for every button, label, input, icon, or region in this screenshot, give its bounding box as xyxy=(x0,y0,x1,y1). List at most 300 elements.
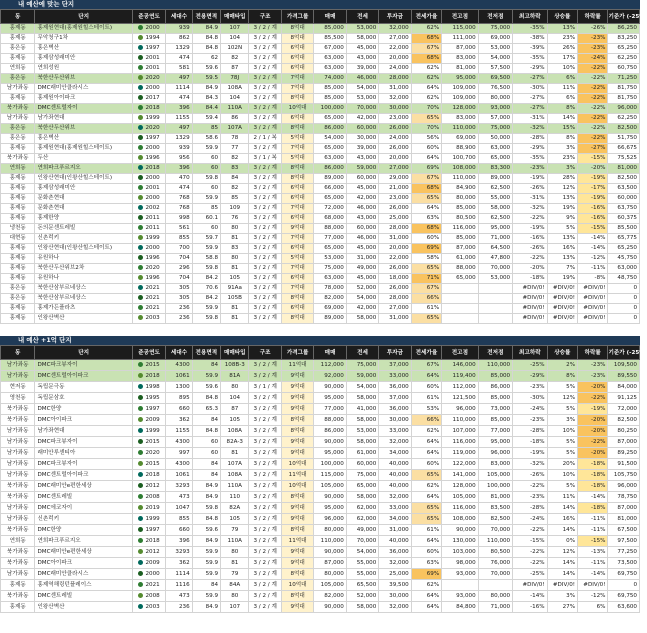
cell-drop-rate: -17% xyxy=(578,184,608,194)
year-text: 2009 xyxy=(145,560,160,566)
cell-type: 82 xyxy=(221,54,249,64)
cell-jeonse: 65,000 xyxy=(346,481,378,492)
table-row[interactable] xyxy=(1,492,640,503)
status-dot-icon xyxy=(138,175,143,180)
col-header-type[interactable]: 매매타입 xyxy=(221,10,249,24)
col-header-max-drop[interactable]: 최고하락 xyxy=(513,346,547,360)
col-header-sale[interactable]: 매매 xyxy=(314,346,346,360)
table-row[interactable] xyxy=(1,547,640,558)
cell-households: 236 xyxy=(166,602,192,613)
cell-prev-low: 50,000 xyxy=(478,134,512,144)
cell-base-price: 82,500 xyxy=(608,124,640,134)
cell-structure: 3 / 2 / 계 xyxy=(249,174,281,184)
cell-jeonse-ratio: 66% xyxy=(411,415,441,426)
col-header-price-group[interactable]: 가격그룹 xyxy=(281,346,313,360)
cell-jeonse: 55,000 xyxy=(346,558,378,569)
cell-structure: 3 / 2 / 계 xyxy=(249,393,281,404)
cell-prev-low: 83,300 xyxy=(478,164,512,174)
year-text: 2011 xyxy=(145,225,160,231)
cell-sale: 105,000 xyxy=(314,481,346,492)
cell-investment: 31,000 xyxy=(379,314,411,324)
cell-price-group: 8억대 xyxy=(281,24,313,34)
cell-price-group: 8억대 xyxy=(281,124,313,134)
cell-max-drop: -29% xyxy=(513,64,547,74)
cell-max-drop: -20% xyxy=(513,264,547,274)
year-text: 2001 xyxy=(145,65,160,71)
col-header-households[interactable]: 세대수 xyxy=(166,10,192,24)
table-row[interactable] xyxy=(1,224,640,234)
table-row[interactable] xyxy=(1,525,640,536)
cell-prev-low: 54,000 xyxy=(478,54,512,64)
cell-jeonse: 58,000 xyxy=(346,492,378,503)
year-text: 2020 xyxy=(145,75,160,81)
cell-max-drop: -19% xyxy=(513,448,547,459)
cell-dong: 북가좌동 xyxy=(1,415,35,426)
cell-investment: 25,000 xyxy=(379,569,411,580)
cell-price-group: 8억대 xyxy=(281,174,313,184)
cell-investment: 20,000 xyxy=(379,154,411,164)
table-row[interactable] xyxy=(1,54,640,64)
cell-price-group: 8억대 xyxy=(281,569,313,580)
table-row[interactable] xyxy=(1,84,640,94)
table-row[interactable] xyxy=(1,448,640,459)
cell-prev-low: 110,000 xyxy=(478,536,512,547)
table-row[interactable] xyxy=(1,360,640,371)
cell-households: 939 xyxy=(166,144,192,154)
cell-area: 84.2 xyxy=(192,274,220,284)
cell-year xyxy=(132,184,165,194)
cell-type: 80 xyxy=(221,547,249,558)
cell-drop-rate: -22% xyxy=(578,124,608,134)
col-header-price-group[interactable]: 가격그룹 xyxy=(281,10,313,24)
cell-jeonse: 65,500 xyxy=(346,580,378,591)
cell-sale: 89,000 xyxy=(314,314,346,324)
col-header-prev-low[interactable]: 전저점 xyxy=(478,346,512,360)
year-text: 2000 xyxy=(145,25,160,31)
cell-structure: 3 / 2 / 계 xyxy=(249,274,281,284)
year-text: 2021 xyxy=(145,582,160,588)
table-row[interactable] xyxy=(1,558,640,569)
cell-dong: 북가좌동 xyxy=(1,104,35,114)
status-dot-icon xyxy=(138,417,143,422)
table-row[interactable] xyxy=(1,393,640,404)
cell-drop-rate: -11% xyxy=(578,264,608,274)
cell-prev-high xyxy=(442,284,479,294)
cell-price-group: 9억대 xyxy=(281,371,313,382)
cell-complex: DMC아이파크 xyxy=(35,558,132,569)
cell-base-price: 60,750 xyxy=(608,64,640,74)
table-row[interactable] xyxy=(1,536,640,547)
cell-drop-rate: -24% xyxy=(578,54,608,64)
cell-max-drop: #DIV/0! xyxy=(513,294,547,304)
cell-prev-low: 85,000 xyxy=(478,393,512,404)
table-row[interactable] xyxy=(1,104,640,114)
table-row[interactable] xyxy=(1,204,640,214)
cell-max-drop: -22% xyxy=(513,481,547,492)
cell-price-group: 9억대 xyxy=(281,224,313,234)
col-header-structure[interactable]: 구조 xyxy=(249,346,281,360)
cell-investment: 27,000 xyxy=(379,304,411,314)
cell-dong: 홍제동 xyxy=(1,244,35,254)
cell-complex: 래미안루센티아 xyxy=(35,448,132,459)
cell-sale: 112,000 xyxy=(314,360,346,371)
cell-dong: 연희동 xyxy=(1,536,35,547)
cell-investment: 31,000 xyxy=(379,84,411,94)
cell-price-group: 10억대 xyxy=(281,459,313,470)
table-row[interactable] xyxy=(1,44,640,54)
table-row[interactable] xyxy=(1,94,640,104)
col-header-structure[interactable]: 구조 xyxy=(249,10,281,24)
cell-rise-rate: 14% xyxy=(547,114,577,124)
cell-max-drop: -18% xyxy=(513,437,547,448)
cell-base-price: 45,750 xyxy=(608,254,640,264)
year-text: 1997 xyxy=(145,406,160,412)
table-row[interactable] xyxy=(1,415,640,426)
status-dot-icon xyxy=(138,115,143,120)
table-row[interactable] xyxy=(1,234,640,244)
cell-base-price: 60,000 xyxy=(608,194,640,204)
cell-prev-low: 96,000 xyxy=(478,448,512,459)
cell-jeonse-ratio: 64% xyxy=(411,492,441,503)
table-row[interactable] xyxy=(1,314,640,324)
cell-area: 60.1 xyxy=(192,214,220,224)
status-dot-icon xyxy=(138,362,143,367)
cell-base-price: 77,250 xyxy=(608,547,640,558)
col-header-prev-low[interactable]: 전저점 xyxy=(478,10,512,24)
cell-sale: 82,000 xyxy=(314,591,346,602)
cell-rise-rate: 3% xyxy=(547,415,577,426)
status-dot-icon xyxy=(138,25,143,30)
cell-sale: 92,000 xyxy=(314,371,346,382)
cell-year xyxy=(132,459,165,470)
col-header-complex[interactable]: 단지 xyxy=(35,346,132,360)
col-header-investment[interactable]: 투자금 xyxy=(379,346,411,360)
cell-sale: 95,000 xyxy=(314,503,346,514)
cell-type: 110A xyxy=(221,481,249,492)
year-text: 2003 xyxy=(145,604,160,610)
table-row[interactable] xyxy=(1,602,640,613)
table-row[interactable] xyxy=(1,124,640,134)
status-dot-icon xyxy=(138,483,143,488)
year-text: 1997 xyxy=(145,45,160,51)
table-row[interactable] xyxy=(1,24,640,34)
cell-max-drop: -23% xyxy=(513,415,547,426)
table-row[interactable] xyxy=(1,382,640,393)
col-header-sale[interactable]: 매매 xyxy=(314,10,346,24)
table-row[interactable] xyxy=(1,404,640,415)
table-row[interactable] xyxy=(1,164,640,174)
cell-complex: 남가좌현대 xyxy=(35,114,132,124)
cell-base-price: 63,000 xyxy=(608,264,640,274)
cell-price-group: 11억대 xyxy=(281,536,313,547)
col-header-base-price[interactable]: 기준가 (-25%) xyxy=(608,10,640,24)
cell-sale: 75,000 xyxy=(314,264,346,274)
year-text: 1996 xyxy=(145,275,160,281)
col-header-jeonse[interactable]: 전세 xyxy=(346,10,378,24)
cell-households: 998 xyxy=(166,214,192,224)
col-header-investment[interactable]: 투자금 xyxy=(379,10,411,24)
cell-households: 581 xyxy=(166,64,192,74)
year-text: 2011 xyxy=(145,215,160,221)
cell-structure: 3 / 2 / 계 xyxy=(249,74,281,84)
cell-area: 62 xyxy=(192,54,220,64)
cell-jeonse: 54,000 xyxy=(346,84,378,94)
col-header-year[interactable]: 준공연도 xyxy=(132,10,165,24)
cell-base-price: 0 xyxy=(608,580,640,591)
cell-dong: 남가좌동 xyxy=(1,114,35,124)
cell-drop-rate: -15% xyxy=(578,154,608,164)
cell-base-price: 87,000 xyxy=(608,503,640,514)
table-row[interactable] xyxy=(1,254,640,264)
cell-type: 104 xyxy=(221,94,249,104)
cell-price-group: 8억대 xyxy=(281,492,313,503)
cell-structure: 3 / 2 / 계 xyxy=(249,404,281,415)
cell-jeonse-ratio: 65% xyxy=(411,503,441,514)
cell-year xyxy=(132,84,165,94)
col-header-drop-rate[interactable]: 하락률 xyxy=(578,346,608,360)
cell-type: 81 xyxy=(221,264,249,274)
cell-jeonse-ratio: 61% xyxy=(411,304,441,314)
cell-rise-rate: 27% xyxy=(547,602,577,613)
cell-prev-high: 84,800 xyxy=(442,602,479,613)
table-row[interactable] xyxy=(1,426,640,437)
cell-sale: 85,500 xyxy=(314,34,346,44)
col-header-dong[interactable]: 동 xyxy=(1,346,35,360)
cell-prev-low: 76,000 xyxy=(478,558,512,569)
cell-prev-high: 103,000 xyxy=(442,547,479,558)
col-header-drop-rate[interactable]: 하락률 xyxy=(578,10,608,24)
table-row[interactable] xyxy=(1,174,640,184)
cell-jeonse: 53,000 xyxy=(346,24,378,34)
cell-type: 80 xyxy=(221,224,249,234)
cell-base-price: 67,500 xyxy=(608,525,640,536)
cell-prev-low: 85,000 xyxy=(478,371,512,382)
cell-investment: 36,000 xyxy=(379,382,411,393)
cell-dong: 홍은동 xyxy=(1,74,35,84)
col-header-area[interactable]: 전용면적 xyxy=(192,10,220,24)
cell-prev-high: 69,000 xyxy=(442,134,479,144)
cell-rise-rate: 13% xyxy=(547,194,577,204)
table-row[interactable] xyxy=(1,503,640,514)
cell-price-group: 5억대 xyxy=(281,134,313,144)
cell-structure: 3 / 2 / 계 xyxy=(249,84,281,94)
table-row[interactable] xyxy=(1,371,640,382)
cell-max-drop: -27% xyxy=(513,74,547,84)
cell-sale: 65,000 xyxy=(314,114,346,124)
cell-investment: 29,000 xyxy=(379,174,411,184)
cell-households: 236 xyxy=(166,314,192,324)
cell-area: 59.7 xyxy=(192,234,220,244)
cell-prev-low: 69,000 xyxy=(478,34,512,44)
col-header-jeonse[interactable]: 전세 xyxy=(346,346,378,360)
cell-max-drop: -22% xyxy=(513,558,547,569)
table-row[interactable] xyxy=(1,294,640,304)
status-dot-icon xyxy=(138,505,143,510)
cell-price-group: 8억대 xyxy=(281,94,313,104)
cell-base-price: 85,500 xyxy=(608,224,640,234)
cell-jeonse-ratio: 64% xyxy=(411,437,441,448)
cell-dong: 연희동 xyxy=(1,64,35,74)
table-row[interactable] xyxy=(1,64,640,74)
table-row[interactable] xyxy=(1,569,640,580)
cell-rise-rate: 5% xyxy=(547,437,577,448)
col-header-jeonse-ratio[interactable]: 전세가율 xyxy=(411,346,441,360)
col-header-type[interactable]: 매매타입 xyxy=(221,346,249,360)
cell-structure: 3 / 2 / 계 xyxy=(249,437,281,448)
cell-sale: 90,000 xyxy=(314,492,346,503)
cell-drop-rate: -20% xyxy=(578,382,608,393)
table-row[interactable] xyxy=(1,591,640,602)
cell-year xyxy=(132,415,165,426)
cell-year xyxy=(132,360,165,371)
cell-type: 87 xyxy=(221,64,249,74)
year-text: 1999 xyxy=(145,428,160,434)
table-row[interactable] xyxy=(1,74,640,84)
cell-type: 80 xyxy=(221,254,249,264)
table-row[interactable] xyxy=(1,134,640,144)
cell-year xyxy=(132,492,165,503)
cell-households: 296 xyxy=(166,264,192,274)
year-text: 2018 xyxy=(145,165,160,171)
col-header-year[interactable]: 준공연도 xyxy=(132,346,165,360)
col-header-complex[interactable]: 단지 xyxy=(35,10,132,24)
cell-drop-rate: -20% xyxy=(578,164,608,174)
cell-area: 84.9 xyxy=(192,492,220,503)
table-row[interactable] xyxy=(1,580,640,591)
table-row[interactable] xyxy=(1,154,640,164)
cell-year xyxy=(132,294,165,304)
cell-complex: DMC센트럴아이파크 xyxy=(35,470,132,481)
year-text: 2003 xyxy=(145,315,160,321)
cell-area: 84.9 xyxy=(192,481,220,492)
cell-structure: 3 / 2 / 계 xyxy=(249,602,281,613)
cell-sale: 77,000 xyxy=(314,234,346,244)
col-header-dong[interactable]: 동 xyxy=(1,10,35,24)
cell-year xyxy=(132,448,165,459)
cell-price-group: 6억대 xyxy=(281,184,313,194)
cell-sale: 66,000 xyxy=(314,184,346,194)
col-header-rise-rate[interactable]: 상승률 xyxy=(547,346,577,360)
table-row[interactable] xyxy=(1,264,640,274)
cell-households: 497 xyxy=(166,124,192,134)
col-header-base-price[interactable]: 기준가 (-25%) xyxy=(608,346,640,360)
cell-price-group: 6억대 xyxy=(281,114,313,124)
cell-structure: 3 / 2 / 계 xyxy=(249,234,281,244)
cell-complex: 신촌럭키 xyxy=(35,234,132,244)
cell-investment: 21,000 xyxy=(379,184,411,194)
table-row[interactable] xyxy=(1,284,640,294)
cell-jeonse: 58,000 xyxy=(346,437,378,448)
cell-area: 84.3 xyxy=(192,94,220,104)
cell-jeonse-ratio: 63% xyxy=(411,558,441,569)
cell-jeonse: 45,000 xyxy=(346,244,378,254)
cell-sale: 89,000 xyxy=(314,174,346,184)
budget-table-body xyxy=(1,24,640,324)
col-header-area[interactable]: 전용면적 xyxy=(192,346,220,360)
cell-dong: 홍제동 xyxy=(1,184,35,194)
col-header-prev-high[interactable]: 전고점 xyxy=(442,346,479,360)
cell-type: 82 xyxy=(221,154,249,164)
table-row[interactable] xyxy=(1,304,640,314)
cell-rise-rate: 3% xyxy=(547,591,577,602)
cell-households: 561 xyxy=(166,224,192,234)
table-row[interactable] xyxy=(1,481,640,492)
table-row[interactable] xyxy=(1,514,640,525)
cell-type: 81 xyxy=(221,448,249,459)
cell-sale: 63,000 xyxy=(314,274,346,284)
table-row[interactable] xyxy=(1,470,640,481)
col-header-jeonse-ratio[interactable]: 전세가율 xyxy=(411,10,441,24)
cell-area: 59.9 xyxy=(192,144,220,154)
cell-area: 84.9 xyxy=(192,84,220,94)
cell-households: 4300 xyxy=(166,360,192,371)
table-row[interactable] xyxy=(1,437,640,448)
table-row[interactable] xyxy=(1,459,640,470)
cell-price-group: 9억대 xyxy=(281,382,313,393)
cell-complex: 문화촌현대 xyxy=(35,194,132,204)
cell-structure: 3 / 2 / 계 xyxy=(249,214,281,224)
table-row[interactable] xyxy=(1,34,640,44)
cell-area: 60 xyxy=(192,448,220,459)
col-header-households[interactable]: 세대수 xyxy=(166,346,192,360)
cell-complex: 북한산두산위브 xyxy=(35,74,132,84)
cell-jeonse: 52,000 xyxy=(346,591,378,602)
cell-rise-rate: 5% xyxy=(547,404,577,415)
col-header-prev-high[interactable]: 전고점 xyxy=(442,10,479,24)
col-header-max-drop[interactable]: 최고하락 xyxy=(513,10,547,24)
cell-jeonse-ratio: 62% xyxy=(411,74,441,84)
section-title-budget: 내 예산에 맞는 단지 xyxy=(0,0,640,9)
cell-drop-rate: -20% xyxy=(578,426,608,437)
table-row[interactable] xyxy=(1,244,640,254)
table-row[interactable] xyxy=(1,144,640,154)
cell-rise-rate: #DIV/0! xyxy=(547,294,577,304)
cell-rise-rate: 10% xyxy=(547,64,577,74)
cell-sale: 88,000 xyxy=(314,224,346,234)
cell-base-price: 91,125 xyxy=(608,393,640,404)
table-row[interactable] xyxy=(1,214,640,224)
cell-area: 60 xyxy=(192,184,220,194)
cell-sale: 72,000 xyxy=(314,204,346,214)
cell-households: 474 xyxy=(166,54,192,64)
cell-structure: 3 / 2 / 계 xyxy=(249,264,281,274)
table-row[interactable] xyxy=(1,114,640,124)
cell-structure: 3 / 2 / 계 xyxy=(249,94,281,104)
table-row[interactable] xyxy=(1,184,640,194)
table-row[interactable] xyxy=(1,194,640,204)
cell-price-group: 9억대 xyxy=(281,547,313,558)
cell-investment: 26,000 xyxy=(379,264,411,274)
cell-prev-high: 98,000 xyxy=(442,558,479,569)
year-text: 1999 xyxy=(145,235,160,241)
cell-price-group: 11억대 xyxy=(281,470,313,481)
status-dot-icon xyxy=(138,461,143,466)
cell-rise-rate: 5% xyxy=(547,481,577,492)
cell-base-price: 91,500 xyxy=(608,459,640,470)
cell-year xyxy=(132,94,165,104)
cell-jeonse: 58,000 xyxy=(346,415,378,426)
cell-max-drop: #DIV/0! xyxy=(513,304,547,314)
cell-complex: DMC센트레빌 xyxy=(35,492,132,503)
col-header-rise-rate[interactable]: 상승률 xyxy=(547,10,577,24)
cell-prev-high: 85,000 xyxy=(442,234,479,244)
table-row[interactable] xyxy=(1,274,640,284)
cell-jeonse: 43,000 xyxy=(346,154,378,164)
cell-price-group: 10억대 xyxy=(281,104,313,114)
cell-jeonse: 70,000 xyxy=(346,536,378,547)
cell-type: 79 xyxy=(221,525,249,536)
cell-type: 110 xyxy=(221,492,249,503)
